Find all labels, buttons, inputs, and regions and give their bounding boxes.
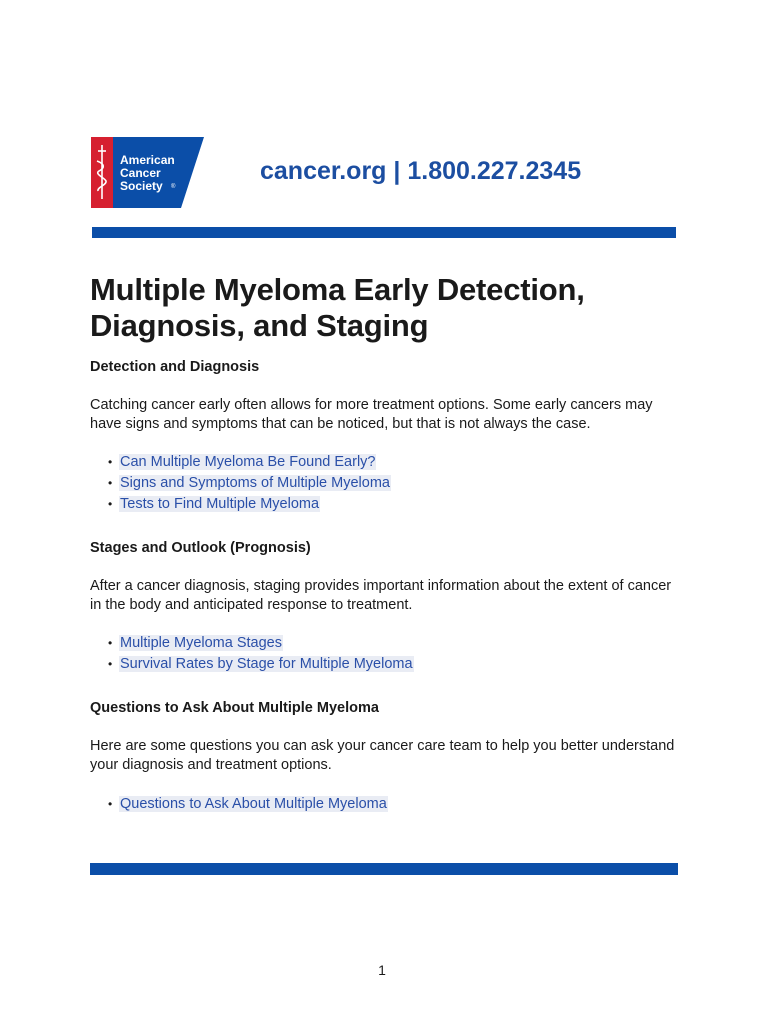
link-stages[interactable]: Multiple Myeloma Stages [120,635,282,651]
page-title: Multiple Myeloma Early Detection, Diagnosis, and Staging [90,272,585,343]
link-signs-symptoms[interactable]: Signs and Symptoms of Multiple Myeloma [120,475,390,491]
bottom-divider [90,863,678,875]
link-list-stages [108,633,414,675]
list-item [108,473,391,494]
page-number: 1 [378,962,386,978]
logo-registered-mark: ® [171,184,176,190]
american-cancer-society-logo [91,137,204,208]
bullet: • [108,797,113,811]
list-item [108,494,391,515]
section-heading-questions: Questions to Ask About Multiple Myeloma [90,700,379,716]
link-tests[interactable]: Tests to Find Multiple Myeloma [120,496,320,512]
link-survival-rates[interactable]: Survival Rates by Stage for Multiple Myeloma [120,656,413,672]
list-item [108,452,391,473]
link-found-early[interactable]: Can Multiple Myeloma Be Found Early? [120,454,376,470]
header-contact[interactable]: cancer.org | 1.800.227.2345 [260,157,582,185]
list-item [108,654,414,675]
bullet: • [108,636,113,650]
bullet: • [108,497,113,511]
link-list-detection [108,452,391,515]
section-heading-detection: Detection and Diagnosis [90,359,260,375]
bullet: • [108,657,113,671]
section-paragraph-detection: Catching cancer early often allows for more treatment options. Some early cancers may have signs and symptoms that can be noticed, but that is not always the case. [90,397,653,432]
link-questions[interactable]: Questions to Ask About Multiple Myeloma [120,796,387,812]
list-item [108,633,414,654]
section-paragraph-stages: After a cancer diagnosis, staging provides important information about the extent of cancer in the body and anticipated response to treatment. [90,578,672,613]
section-paragraph-questions: Here are some questions you can ask your cancer care team to help you better understand your diagnosis and treatment options. [90,738,675,773]
top-divider [92,227,676,238]
bullet: • [108,476,113,490]
list-item [108,794,388,815]
logo-line3: Society [120,179,163,193]
link-list-questions [108,794,388,815]
logo-line1: American [120,153,175,167]
bullet: • [108,455,113,469]
section-heading-stages: Stages and Outlook (Prognosis) [90,540,311,556]
logo-line2: Cancer [120,166,161,180]
